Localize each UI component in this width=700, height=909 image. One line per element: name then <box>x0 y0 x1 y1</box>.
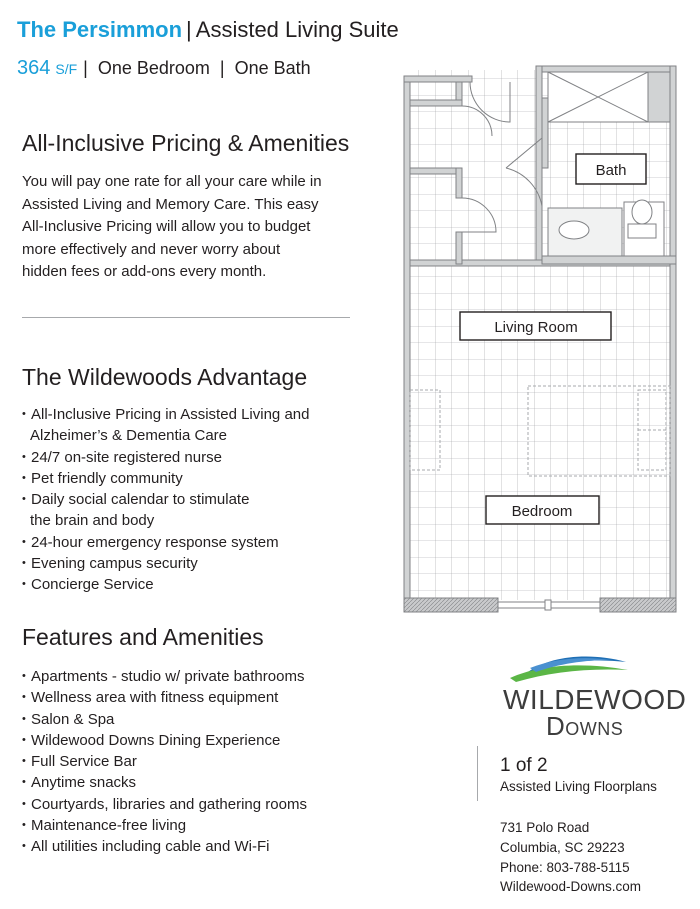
floorplan-drawing <box>402 62 678 614</box>
page-caption: Assisted Living Floorplans <box>500 779 657 794</box>
room-label-bath <box>576 154 646 184</box>
wildewood-logo-swoosh-icon <box>500 652 630 684</box>
bath-label: Bath <box>595 162 627 179</box>
features-list <box>22 666 307 858</box>
square-footage: 364 <box>17 57 51 79</box>
pricing-paragraph <box>22 171 322 284</box>
list-item: • Courtyards, libraries and gathering rooms <box>22 794 307 815</box>
footer-divider <box>477 746 478 801</box>
title-separator: | <box>186 17 192 42</box>
room-label-living-room <box>460 312 611 340</box>
list-item: • Daily social calendar to stimulate <box>22 489 309 510</box>
living-room-label: Living Room <box>494 319 578 336</box>
suite-type: Assisted Living Suite <box>195 17 399 42</box>
list-item: • Wildewood Downs Dining Experience <box>22 730 307 751</box>
list-item: • Wellness area with fitness equipment <box>22 687 307 708</box>
list-item: the brain and body <box>30 512 155 530</box>
logo-text-downs: Downs <box>546 711 624 741</box>
website-link[interactable]: Wildewood-Downs.com <box>500 879 642 895</box>
room-specs: | One Bedroom | One Bath <box>83 58 311 78</box>
logo-text-wildewood: WILDEWOOD <box>503 684 687 715</box>
section-divider <box>22 317 350 318</box>
suite-name: The Persimmon <box>17 17 183 42</box>
list-item: • Full Service Bar <box>22 751 307 772</box>
list-item: • All-Inclusive Pricing in Assisted Living and <box>22 404 309 425</box>
list-item: • Apartments - studio w/ private bathrooms <box>22 666 307 687</box>
pricing-line: Assisted Living and Memory Care. This easy <box>22 195 319 213</box>
list-item: • 24/7 on-site registered nurse <box>22 447 309 468</box>
list-item: • Evening campus security <box>22 553 309 574</box>
advantage-heading: The Wildewoods Advantage <box>22 364 308 390</box>
pricing-line: You will pay one rate for all your care while in <box>22 173 322 190</box>
address-city: Columbia, SC 29223 <box>500 839 625 855</box>
address-block <box>500 818 641 897</box>
pricing-heading: All-Inclusive Pricing & Amenities <box>22 130 350 156</box>
list-item: • Pet friendly community <box>22 468 309 489</box>
bedroom-label: Bedroom <box>511 503 573 520</box>
list-item: • All utilities including cable and Wi-Fi <box>22 836 307 857</box>
square-footage-unit: S/F <box>55 61 78 77</box>
features-heading: Features and Amenities <box>22 624 264 650</box>
room-label-bedroom <box>486 496 599 524</box>
list-item: • 24-hour emergency response system <box>22 532 309 553</box>
address-street: 731 Polo Road <box>500 820 590 835</box>
bottom-wall <box>404 598 676 612</box>
suite-specs <box>17 57 311 80</box>
phone-number: Phone: 803-788-5115 <box>500 859 630 875</box>
list-item: • Maintenance-free living <box>22 815 307 836</box>
list-item: • Concierge Service <box>22 574 309 595</box>
list-item: Alzheimer’s & Dementia Care <box>30 427 228 445</box>
advantage-list <box>22 404 309 596</box>
list-item: • Anytime snacks <box>22 772 307 793</box>
pricing-line: more effectively and never worry about <box>22 240 281 258</box>
pricing-line: All-Inclusive Pricing will allow you to budget <box>22 218 311 235</box>
page-title <box>17 17 399 43</box>
list-item: • Salon & Spa <box>22 709 307 730</box>
pricing-line: hidden fees or add-ons every month. <box>22 263 267 280</box>
page-number: 1 of 2 <box>500 755 548 776</box>
